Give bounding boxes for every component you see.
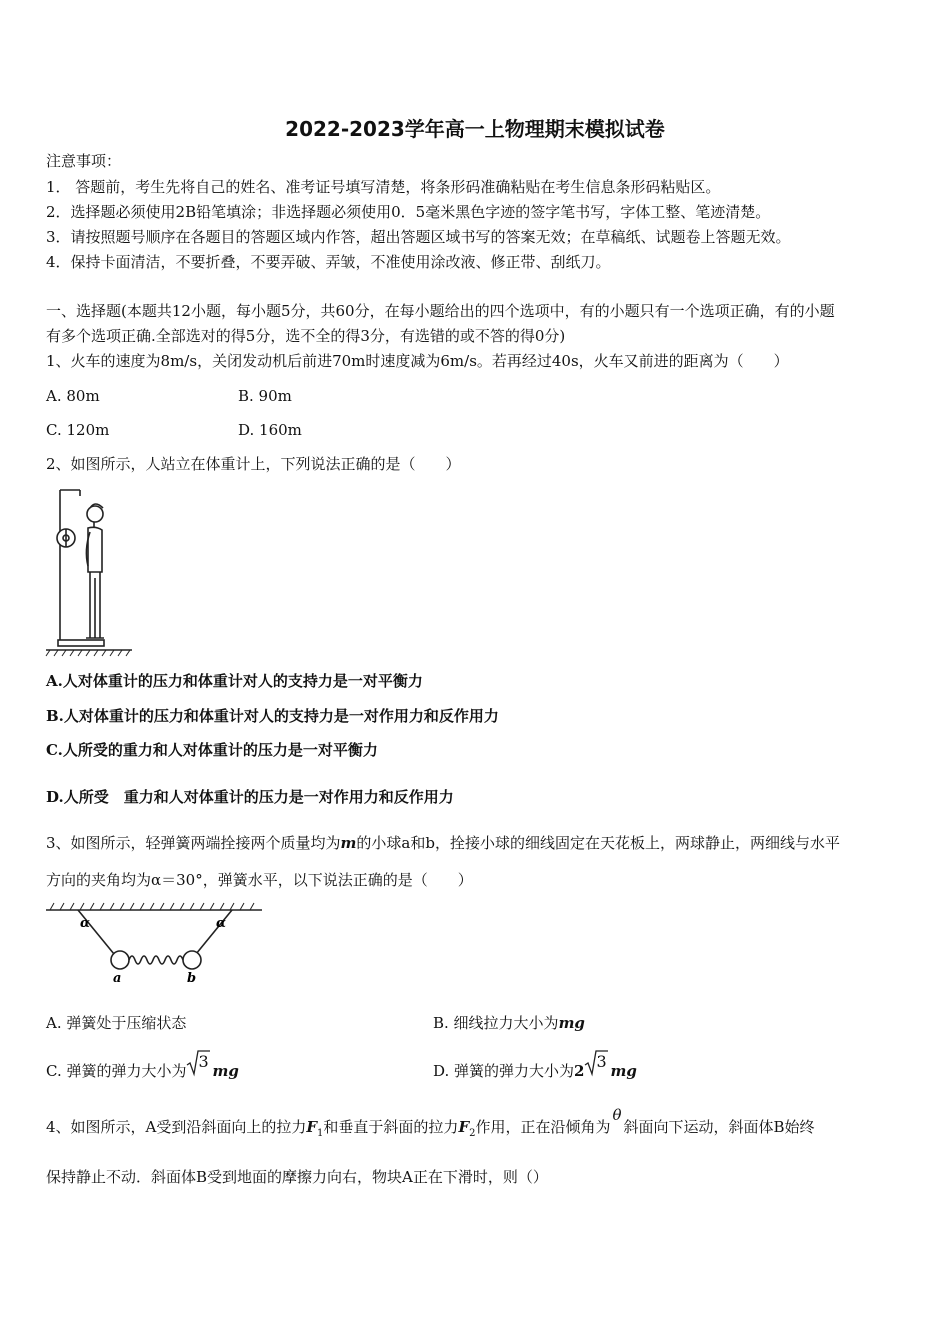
q3-stem-line2: 方向的夹角均为α＝30°，弹簧水平，以下说法正确的是（ ） [46,871,473,889]
notice-item: 2．选择题必须使用2B铅笔填涂；非选择题必须使用0．5毫米黑色字迹的签字笔书写，字体工整、笔迹清楚。 [46,203,771,221]
q3-option-b: B. 细线拉力大小为mg [433,1014,585,1032]
spring-balls-figure [46,902,266,986]
q1-option-b: B. 90m [238,387,292,405]
q1-option-a: A. 80m [46,387,100,405]
alpha-label-right: α [216,916,227,931]
q1-stem: 1、火车的速度为8m/s，关闭发动机后前进70m时速度减为6m/s。若再经过40s，火车又前进的距离为（ ） [46,352,789,370]
q1-option-d: D. 160m [238,421,302,439]
ball-b-label: b [187,971,197,986]
q2-stem: 2、如图所示，人站立在体重计上，下列说法正确的是（ ） [46,455,461,473]
q2-option-c: C.人所受的重力和人对体重计的压力是一对平衡力 [46,741,378,759]
q4-stem-line1: 4、如图所示，A受到沿斜面向上的拉力$F_1$和垂直于斜面的拉力$F_2$作用，正在沿倾角为θ斜面向下运动，斜面体B始终 [46,1106,815,1139]
q2-option-b: B.人对体重计的压力和体重计对人的支持力是一对作用力和反作用力 [46,707,499,725]
notice-heading: 注意事项： [46,152,122,170]
q3-option-a: A. 弹簧处于压缩状态 [46,1014,187,1032]
q3-stem-line1: 3、如图所示，轻弹簧两端拴接两个质量均为m的小球a和b，拴接小球的细线固定在天花板上，两球静止，两细线与水平 [46,834,840,852]
notice-item: 4．保持卡面清洁，不要折叠，不要弄破、弄皱，不准使用涂改液、修正带、刮纸刀。 [46,253,611,271]
q1-option-c: C. 120m [46,421,110,439]
alpha-label-left: α [80,916,91,931]
section-heading-cont: 有多个选项正确.全部选对的得5分，选不全的得3分，有选错的或不答的得0分) [46,327,566,345]
q2-option-a: A.人对体重计的压力和体重计对人的支持力是一对平衡力 [46,672,423,690]
q3-option-c: C. 弹簧的弹力大小为 3 mg [46,1052,239,1080]
mass-symbol: m [340,834,357,852]
notice-item: 3．请按照题号顺序在各题目的答题区域内作答，超出答题区域书写的答案无效；在草稿纸、试题卷上答题无效。 [46,228,791,246]
section-heading: 一、选择题(本题共12小题，每小题5分，共60分，在每小题给出的四个选项中，有的小题只有一个选项正确，有的小题 [46,302,835,320]
sqrt-symbol: 3 [186,1058,210,1078]
theta-symbol: θ [612,1106,622,1124]
q2-option-d: D.人所受 重力和人对体重计的压力是一对作用力和反作用力 [46,788,454,806]
q4-stem-line2: 保持静止不动．斜面体B受到地面的摩擦力向右，物块A正在下滑时，则（） [46,1168,548,1186]
q3-option-d: D. 弹簧的弹力大小为2 3 mg [433,1052,637,1080]
page-title: 2022-2023学年高一上物理期末模拟试卷 [285,117,665,141]
sqrt-symbol: 3 [584,1058,608,1078]
notice-item: 1． 答题前，考生先将自己的姓名、准考证号填写清楚，将条形码准确粘贴在考生信息条形码粘贴区。 [46,178,721,196]
ball-a-label: a [113,971,122,986]
person-on-scale-figure [46,488,136,660]
